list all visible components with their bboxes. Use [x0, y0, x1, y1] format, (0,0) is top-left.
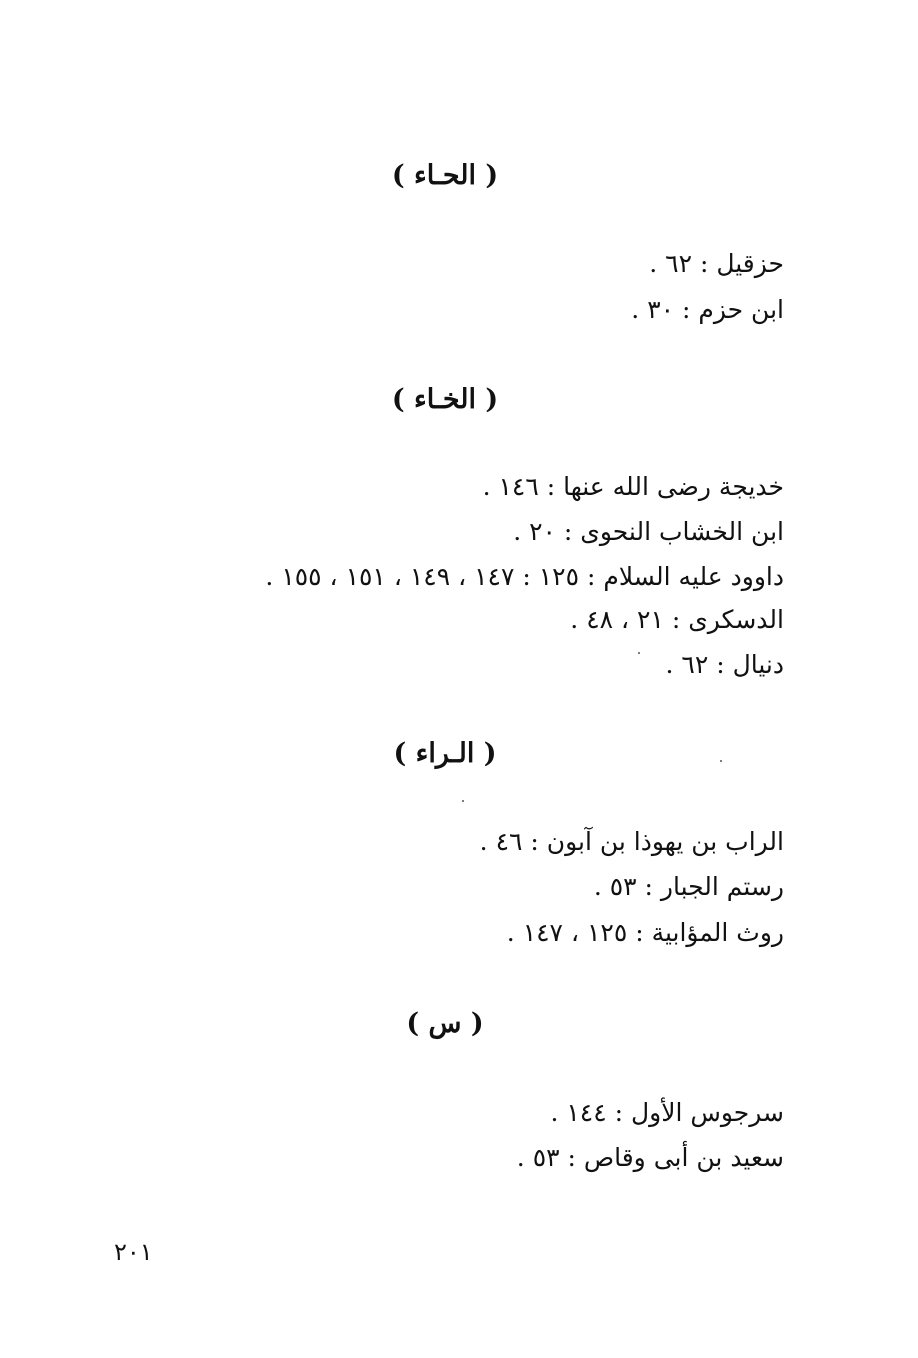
- index-entry: حزقيل : ٦٢ .: [649, 249, 784, 278]
- index-entry: دنيال : ٦٢ .: [665, 650, 784, 679]
- index-entry: رستم الجبار : ٥٣ .: [593, 872, 784, 901]
- index-entry: سرجوس الأول : ١٤٤ .: [550, 1098, 784, 1127]
- scan-speck: [462, 800, 464, 802]
- section-heading-seen: ( س ): [406, 1008, 484, 1039]
- index-entry: الدسكرى : ٢١ ، ٤٨ .: [570, 605, 784, 634]
- index-entry: الراب بن يهوذا بن آبون : ٤٦ .: [479, 827, 784, 856]
- index-entry: خديجة رضى الله عنها : ١٤٦ .: [482, 472, 784, 501]
- section-heading-khaa: ( الخـاء ): [391, 384, 499, 415]
- section-heading-raa: ( الـراء ): [393, 738, 497, 769]
- section-heading-haa: ( الحـاء ): [391, 160, 499, 191]
- scan-speck: [638, 652, 640, 654]
- index-entry: داوود عليه السلام : ١٢٥ : ١٤٧ ، ١٤٩ ، ١٥١ ، ١٥٥ .: [265, 562, 784, 591]
- index-entry: روث المؤابية : ١٢٥ ، ١٤٧ .: [506, 918, 784, 947]
- index-entry: ابن حزم : ٣٠ .: [631, 295, 784, 324]
- page-number: ٢٠١: [114, 1238, 153, 1266]
- index-entry: سعيد بن أبى وقاص : ٥٣ .: [516, 1143, 784, 1172]
- index-entry: ابن الخشاب النحوى : ٢٠ .: [513, 517, 784, 546]
- scan-speck: [720, 760, 722, 762]
